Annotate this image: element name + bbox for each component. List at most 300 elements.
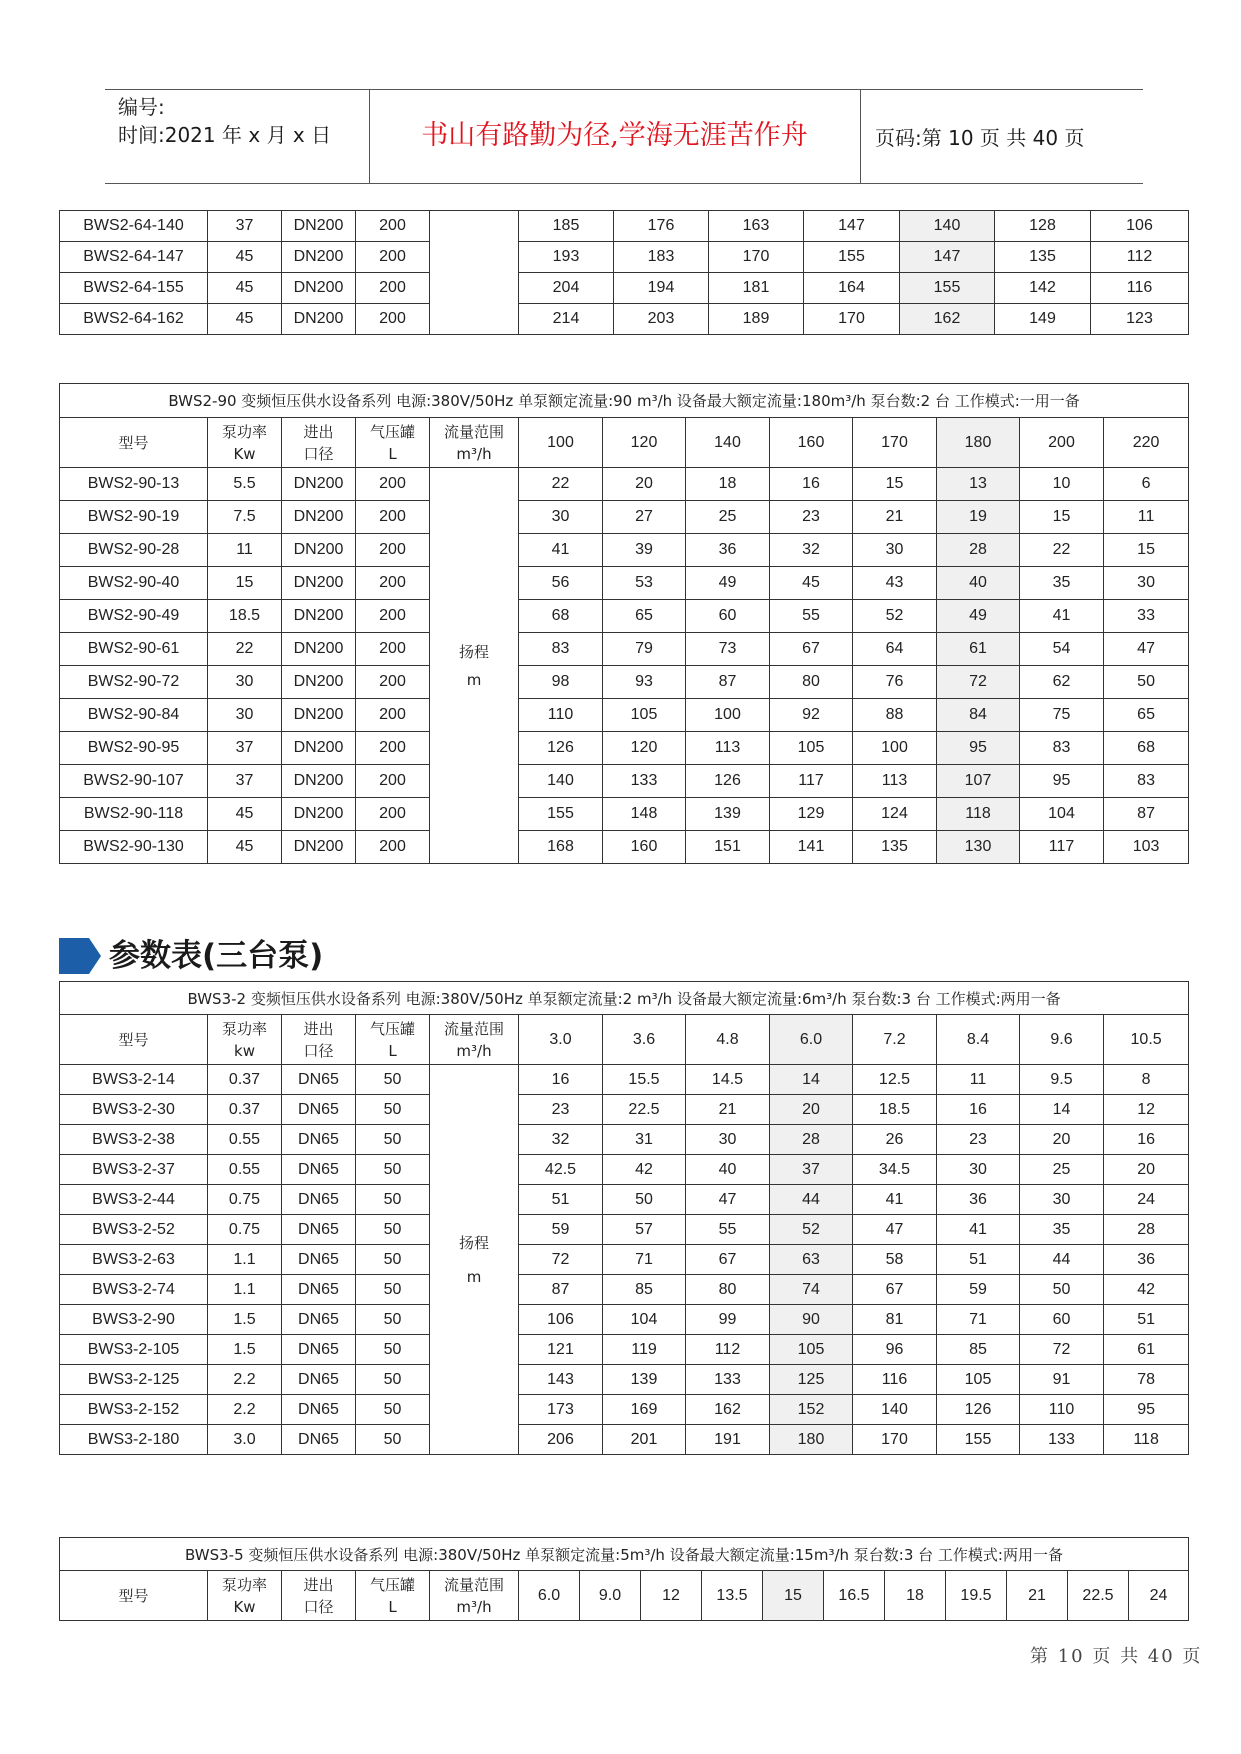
table-cell: 50 (356, 1245, 430, 1275)
table-cell: 15 (208, 567, 282, 600)
table-cell: 110 (1020, 1395, 1104, 1425)
spec-table-bws2-64 (59, 210, 1189, 335)
header-flow-value: 16.5 (824, 1571, 885, 1621)
table-row (60, 1538, 1189, 1571)
table-cell: 206 (519, 1425, 603, 1455)
table-cell: 21 (853, 501, 937, 534)
table-cell: 183 (614, 242, 709, 273)
spec-table-bws3-5 (59, 1537, 1189, 1621)
table-cell: 200 (356, 600, 430, 633)
table-cell: 14 (770, 1065, 853, 1095)
table-cell: 67 (770, 633, 853, 666)
table-cell: DN65 (282, 1185, 356, 1215)
table-row (60, 1571, 1189, 1621)
table-cell: 155 (900, 273, 995, 304)
spec-table-bws3-2 (59, 981, 1189, 1455)
table-cell: BWS2-90-13 (60, 468, 208, 501)
table-cell: 58 (853, 1245, 937, 1275)
table-cell: 152 (770, 1395, 853, 1425)
table-cell: 20 (770, 1095, 853, 1125)
header-flow-value: 8.4 (937, 1015, 1020, 1065)
table-row (60, 1125, 1189, 1155)
header-flow-range: 流量范围 m³/h (430, 1571, 519, 1621)
table-cell: 57 (603, 1215, 686, 1245)
table-cell: 44 (770, 1185, 853, 1215)
table-cell: 112 (686, 1335, 770, 1365)
table-cell: 3.0 (208, 1425, 282, 1455)
table-cell: BWS3-2-125 (60, 1365, 208, 1395)
table-cell: 16 (770, 468, 853, 501)
table-cell: BWS3-2-44 (60, 1185, 208, 1215)
header-flow-value: 10.5 (1104, 1015, 1189, 1065)
table-cell: 155 (519, 798, 603, 831)
header-flow-value: 21 (1007, 1571, 1068, 1621)
table-cell: 50 (356, 1365, 430, 1395)
table-row (60, 211, 1189, 242)
header-flow-value: 12 (641, 1571, 702, 1621)
table-cell: 129 (770, 798, 853, 831)
table-cell: 200 (356, 666, 430, 699)
table-cell: 50 (356, 1275, 430, 1305)
table-row (60, 1365, 1189, 1395)
table-cell: 1.1 (208, 1245, 282, 1275)
table-cell: 60 (1020, 1305, 1104, 1335)
table-cell: 83 (1020, 732, 1104, 765)
table-cell: 87 (1104, 798, 1189, 831)
table-cell: 73 (686, 633, 770, 666)
table-cell: 32 (770, 534, 853, 567)
table-cell: 155 (937, 1425, 1020, 1455)
table-cell: DN65 (282, 1365, 356, 1395)
table-cell: 50 (356, 1425, 430, 1455)
table-cell: 200 (356, 273, 430, 304)
table-cell: BWS3-2-180 (60, 1425, 208, 1455)
table-row (60, 666, 1189, 699)
table-cell: 30 (208, 699, 282, 732)
table-cell: 105 (770, 1335, 853, 1365)
table-cell: 85 (603, 1275, 686, 1305)
header-flow-value: 140 (686, 418, 770, 468)
table-cell: 50 (356, 1335, 430, 1365)
table-cell: DN200 (282, 304, 356, 335)
table-cell: 68 (1104, 732, 1189, 765)
table-cell: 103 (1104, 831, 1189, 864)
table-cell: BWS2-90-19 (60, 501, 208, 534)
section-marker-icon (59, 938, 101, 974)
section-title: 参数表(三台泵) (109, 938, 324, 974)
table-cell: 13 (937, 468, 1020, 501)
header-flow-value: 220 (1104, 418, 1189, 468)
table-row (60, 534, 1189, 567)
table-cell: 45 (208, 798, 282, 831)
table-cell: 170 (709, 242, 804, 273)
table-cell: 42 (1104, 1275, 1189, 1305)
table-cell: 112 (1091, 242, 1189, 273)
table-cell: 68 (519, 600, 603, 633)
table-row (60, 1065, 1189, 1095)
table-cell: 163 (709, 211, 804, 242)
table-cell: 61 (1104, 1335, 1189, 1365)
table-cell: 50 (356, 1395, 430, 1425)
table-cell: 90 (770, 1305, 853, 1335)
table-cell: 105 (770, 732, 853, 765)
table-cell: 200 (356, 242, 430, 273)
table-cell: 44 (1020, 1245, 1104, 1275)
table-cell: 49 (686, 567, 770, 600)
table-cell: 84 (937, 699, 1020, 732)
table-title: BWS3-5 变频恒压供水设备系列 电源:380V/50Hz 单泵额定流量:5m³/h 设备最大额定流量:15m³/h 泵台数:3 台 工作模式:两用一备 (60, 1538, 1189, 1571)
table-cell: 36 (937, 1185, 1020, 1215)
table-cell: 170 (853, 1425, 937, 1455)
table-cell: 170 (804, 304, 900, 335)
table-cell: 49 (937, 600, 1020, 633)
table-row (60, 1245, 1189, 1275)
table-cell: 80 (686, 1275, 770, 1305)
table-cell: 176 (614, 211, 709, 242)
table-cell: 19 (937, 501, 1020, 534)
table-row (60, 1275, 1189, 1305)
table-cell: DN65 (282, 1395, 356, 1425)
table-cell: 0.75 (208, 1215, 282, 1245)
table-cell: 200 (356, 304, 430, 335)
table-title: BWS3-2 变频恒压供水设备系列 电源:380V/50Hz 单泵额定流量:2 m³/h 设备最大额定流量:6m³/h 泵台数:3 台 工作模式:两用一备 (60, 982, 1189, 1015)
table-cell: 0.55 (208, 1125, 282, 1155)
head-label-cell (430, 211, 519, 335)
table-cell: 79 (603, 633, 686, 666)
table-cell: 12 (1104, 1095, 1189, 1125)
table-cell: 140 (853, 1395, 937, 1425)
table-cell: 168 (519, 831, 603, 864)
table-cell: 12.5 (853, 1065, 937, 1095)
table-cell: 1.5 (208, 1305, 282, 1335)
table-cell: 15 (853, 468, 937, 501)
table-cell: 135 (853, 831, 937, 864)
table-cell: 28 (770, 1125, 853, 1155)
table-cell: 30 (208, 666, 282, 699)
table-cell: 42.5 (519, 1155, 603, 1185)
table-cell: 20 (603, 468, 686, 501)
table-cell: DN200 (282, 765, 356, 798)
table-row (60, 304, 1189, 335)
table-cell: 118 (937, 798, 1020, 831)
table-cell: BWS2-90-40 (60, 567, 208, 600)
table-cell: 35 (1020, 1215, 1104, 1245)
table-cell: 139 (686, 798, 770, 831)
head-label-cell: 扬程 m (430, 1065, 519, 1455)
table-cell: 25 (1020, 1155, 1104, 1185)
table-cell: 54 (1020, 633, 1104, 666)
table-cell: 15 (1020, 501, 1104, 534)
table-cell: 126 (519, 732, 603, 765)
table-cell: 1.5 (208, 1335, 282, 1365)
table-cell: 0.37 (208, 1095, 282, 1125)
table-cell: 28 (937, 534, 1020, 567)
table-cell: 162 (686, 1395, 770, 1425)
table-cell: 30 (519, 501, 603, 534)
table-cell: 149 (995, 304, 1091, 335)
table-row (60, 468, 1189, 501)
head-label-cell: 扬程 m (430, 468, 519, 864)
table-cell: 37 (770, 1155, 853, 1185)
table-cell: 62 (1020, 666, 1104, 699)
table-cell: 22 (208, 633, 282, 666)
table-cell: 50 (1104, 666, 1189, 699)
table-row (60, 1335, 1189, 1365)
table-cell: DN65 (282, 1245, 356, 1275)
table-row (60, 1395, 1189, 1425)
table-cell: 148 (603, 798, 686, 831)
table-cell: 98 (519, 666, 603, 699)
table-cell: 75 (1020, 699, 1104, 732)
table-cell: 24 (1104, 1185, 1189, 1215)
table-cell: 21 (686, 1095, 770, 1125)
table-cell: DN65 (282, 1335, 356, 1365)
table-cell: 52 (853, 600, 937, 633)
table-cell: 64 (853, 633, 937, 666)
header-tank: 气压罐 L (356, 1571, 430, 1621)
table-cell: 50 (356, 1215, 430, 1245)
header-power: 泵功率 kw (208, 1015, 282, 1065)
header-flow-value: 120 (603, 418, 686, 468)
table-cell: 106 (519, 1305, 603, 1335)
table-cell: DN65 (282, 1425, 356, 1455)
table-cell: BWS3-2-152 (60, 1395, 208, 1425)
table-cell: 104 (1020, 798, 1104, 831)
table-cell: 91 (1020, 1365, 1104, 1395)
table-row (60, 1215, 1189, 1245)
table-cell: 18.5 (208, 600, 282, 633)
table-cell: 50 (603, 1185, 686, 1215)
table-cell: 30 (853, 534, 937, 567)
table-cell: 72 (519, 1245, 603, 1275)
table-row (60, 1015, 1189, 1065)
table-cell: 126 (686, 765, 770, 798)
table-cell: 50 (356, 1155, 430, 1185)
table-cell: 60 (686, 600, 770, 633)
table-cell: 47 (853, 1215, 937, 1245)
table-cell: 16 (1104, 1125, 1189, 1155)
table-cell: 2.2 (208, 1365, 282, 1395)
table-cell: 133 (686, 1365, 770, 1395)
table-cell: DN200 (282, 567, 356, 600)
table-cell: 95 (937, 732, 1020, 765)
table-cell: DN200 (282, 468, 356, 501)
header-flow-value: 3.0 (519, 1015, 603, 1065)
table-row (60, 798, 1189, 831)
table-cell: DN200 (282, 600, 356, 633)
header-flow-value: 100 (519, 418, 603, 468)
table-cell: DN200 (282, 534, 356, 567)
table-cell: 83 (1104, 765, 1189, 798)
table-cell: 45 (208, 273, 282, 304)
table-cell: DN200 (282, 501, 356, 534)
table-cell: 1.1 (208, 1275, 282, 1305)
table-cell: 173 (519, 1395, 603, 1425)
table-cell: BWS2-64-155 (60, 273, 208, 304)
table-cell: 34.5 (853, 1155, 937, 1185)
table-cell: 117 (770, 765, 853, 798)
table-cell: DN200 (282, 798, 356, 831)
header-model: 型号 (60, 418, 208, 468)
table-row (60, 1305, 1189, 1335)
table-cell: 87 (686, 666, 770, 699)
table-cell: 214 (519, 304, 614, 335)
table-cell: 125 (770, 1365, 853, 1395)
table-cell: 37 (208, 211, 282, 242)
table-cell: 203 (614, 304, 709, 335)
table-cell: 8 (1104, 1065, 1189, 1095)
table-cell: 96 (853, 1335, 937, 1365)
header-time-label: 时间:2021 年 x 月 x 日 (118, 123, 332, 147)
table-cell: 72 (1020, 1335, 1104, 1365)
header-flow-value: 7.2 (853, 1015, 937, 1065)
table-cell: 7.5 (208, 501, 282, 534)
table-cell: 35 (1020, 567, 1104, 600)
table-cell: BWS3-2-105 (60, 1335, 208, 1365)
table-cell: 0.55 (208, 1155, 282, 1185)
table-cell: 6 (1104, 468, 1189, 501)
table-cell: 201 (603, 1425, 686, 1455)
header-inlet: 进出 口径 (282, 1571, 356, 1621)
table-cell: 50 (356, 1095, 430, 1125)
header-model: 型号 (60, 1015, 208, 1065)
table-cell: 121 (519, 1335, 603, 1365)
table-cell: 200 (356, 534, 430, 567)
header-flow-value: 24 (1129, 1571, 1189, 1621)
table-cell: BWS3-2-38 (60, 1125, 208, 1155)
table-cell: DN200 (282, 732, 356, 765)
table-cell: 130 (937, 831, 1020, 864)
table-cell: BWS2-64-162 (60, 304, 208, 335)
table-cell: 71 (603, 1245, 686, 1275)
table-cell: DN65 (282, 1095, 356, 1125)
table-cell: DN200 (282, 633, 356, 666)
table-cell: 37 (208, 765, 282, 798)
table-cell: 189 (709, 304, 804, 335)
table-cell: 160 (603, 831, 686, 864)
table-cell: DN65 (282, 1305, 356, 1335)
table-cell: DN200 (282, 242, 356, 273)
table-cell: BWS2-64-147 (60, 242, 208, 273)
table-cell: 135 (995, 242, 1091, 273)
table-row (60, 418, 1189, 468)
table-cell: 181 (709, 273, 804, 304)
table-cell: 33 (1104, 600, 1189, 633)
table-cell: 99 (686, 1305, 770, 1335)
table-cell: BWS2-90-118 (60, 798, 208, 831)
table-cell: 11 (1104, 501, 1189, 534)
header-model: 型号 (60, 1571, 208, 1621)
table-cell: 117 (1020, 831, 1104, 864)
table-cell: 128 (995, 211, 1091, 242)
table-cell: 59 (519, 1215, 603, 1245)
table-row (60, 633, 1189, 666)
table-cell: BWS2-90-107 (60, 765, 208, 798)
table-cell: 51 (519, 1185, 603, 1215)
table-cell: 40 (937, 567, 1020, 600)
table-cell: 53 (603, 567, 686, 600)
table-cell: 95 (1104, 1395, 1189, 1425)
table-cell: 9.5 (1020, 1065, 1104, 1095)
table-cell: 50 (356, 1305, 430, 1335)
table-cell: 45 (208, 242, 282, 273)
table-cell: 80 (770, 666, 853, 699)
header-flow-value: 9.0 (580, 1571, 641, 1621)
table-cell: 107 (937, 765, 1020, 798)
table-cell: 50 (356, 1065, 430, 1095)
table-cell: DN65 (282, 1275, 356, 1305)
table-cell: DN200 (282, 699, 356, 732)
table-cell: 11 (208, 534, 282, 567)
header-flow-value: 15 (763, 1571, 824, 1621)
table-cell: 162 (900, 304, 995, 335)
table-cell: 200 (356, 765, 430, 798)
table-cell: 32 (519, 1125, 603, 1155)
table-cell: DN200 (282, 273, 356, 304)
table-cell: 200 (356, 468, 430, 501)
header-flow-value: 19.5 (946, 1571, 1007, 1621)
table-cell: 200 (356, 732, 430, 765)
table-cell: 61 (937, 633, 1020, 666)
table-cell: 140 (900, 211, 995, 242)
table-cell: 169 (603, 1395, 686, 1425)
table-cell: 200 (356, 501, 430, 534)
table-cell: 105 (603, 699, 686, 732)
table-cell: 10 (1020, 468, 1104, 501)
table-cell: BWS3-2-63 (60, 1245, 208, 1275)
table-cell: 41 (937, 1215, 1020, 1245)
table-cell: 22 (519, 468, 603, 501)
table-cell: 185 (519, 211, 614, 242)
table-cell: 20 (1104, 1155, 1189, 1185)
table-cell: BWS2-64-140 (60, 211, 208, 242)
header-motto: 书山有路勤为径,学海无涯苦作舟 (421, 120, 808, 151)
header-power: 泵功率 Kw (208, 418, 282, 468)
table-cell: 41 (853, 1185, 937, 1215)
table-cell: 65 (603, 600, 686, 633)
table-cell: 52 (770, 1215, 853, 1245)
table-cell: 85 (937, 1335, 1020, 1365)
table-cell: BWS3-2-14 (60, 1065, 208, 1095)
table-cell: 16 (937, 1095, 1020, 1125)
table-cell: 113 (686, 732, 770, 765)
table-cell: 30 (1104, 567, 1189, 600)
table-cell: BWS3-2-30 (60, 1095, 208, 1125)
table-row (60, 273, 1189, 304)
table-cell: 133 (1020, 1425, 1104, 1455)
table-cell: 63 (770, 1245, 853, 1275)
table-cell: 18 (686, 468, 770, 501)
table-cell: 204 (519, 273, 614, 304)
header-inlet: 进出 口径 (282, 418, 356, 468)
table-cell: 45 (208, 831, 282, 864)
table-cell: 5.5 (208, 468, 282, 501)
table-row (60, 501, 1189, 534)
table-cell: DN65 (282, 1125, 356, 1155)
table-cell: 104 (603, 1305, 686, 1335)
table-row (60, 600, 1189, 633)
table-row (60, 1425, 1189, 1455)
table-cell: 16 (519, 1065, 603, 1095)
header-flow-value: 6.0 (770, 1015, 853, 1065)
table-row (60, 982, 1189, 1015)
table-cell: 142 (995, 273, 1091, 304)
table-cell: 120 (603, 732, 686, 765)
table-cell: DN65 (282, 1215, 356, 1245)
header-flow-value: 180 (937, 418, 1020, 468)
table-cell: 126 (937, 1395, 1020, 1425)
table-row (60, 1155, 1189, 1185)
